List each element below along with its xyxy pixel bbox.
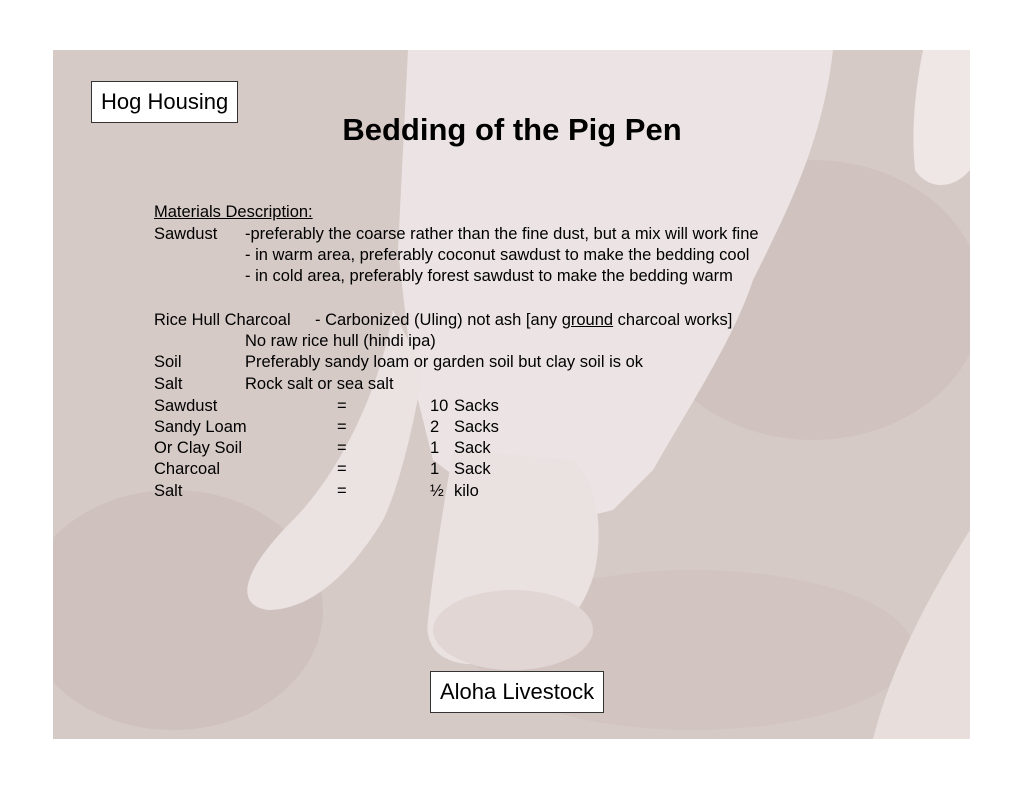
background-photo <box>53 50 970 739</box>
mix-equals: = <box>337 439 347 457</box>
mix-unit: Sacks <box>454 397 499 415</box>
rice-hull-desc <box>315 312 732 329</box>
sawdust-desc-line-1: -preferably the coarse rather than the fine dust, but a mix will work fine <box>245 225 759 243</box>
pig-legs-in-dirt-illustration <box>53 50 970 739</box>
sawdust-desc-line-2: - in warm area, preferably coconut sawdust to make the bedding cool <box>245 246 750 264</box>
mix-unit: Sack <box>454 460 491 478</box>
mix-item: Charcoal <box>154 460 221 478</box>
soil-label: Soil <box>154 353 182 371</box>
mix-qty: 10 <box>430 397 449 415</box>
mix-item: Sawdust <box>154 397 218 415</box>
materials-heading: Materials Description: <box>154 203 313 221</box>
footer-label: Aloha Livestock <box>430 671 604 713</box>
rice-hull-desc-line-2: No raw rice hull (hindi ipa) <box>245 332 436 350</box>
sawdust-desc-line-3: - in cold area, preferably forest sawdust to make the bedding warm <box>245 267 733 285</box>
mix-equals: = <box>337 482 347 500</box>
mix-item: Or Clay Soil <box>154 439 243 457</box>
rice-hull-desc-after: charcoal works] <box>613 311 733 329</box>
rice-hull-desc-before: - Carbonized (Uling) not ash [any <box>315 311 562 329</box>
mix-unit: kilo <box>454 482 479 500</box>
mix-equals: = <box>337 418 347 436</box>
page-title: Bedding of the Pig Pen <box>342 112 682 147</box>
section-tag-label: Hog Housing <box>91 81 238 123</box>
mix-equals: = <box>337 460 347 478</box>
mix-unit: Sacks <box>454 418 499 436</box>
rice-hull-desc-underlined: ground <box>561 311 614 329</box>
sawdust-label: Sawdust <box>154 225 218 243</box>
mix-item: Sandy Loam <box>154 418 247 436</box>
salt-desc: Rock salt or sea salt <box>245 375 394 393</box>
salt-label: Salt <box>154 375 183 393</box>
mix-equals: = <box>337 397 347 415</box>
mix-qty: 2 <box>430 418 440 436</box>
mix-qty: 1 <box>430 439 440 457</box>
soil-desc: Preferably sandy loam or garden soil but clay soil is ok <box>245 353 644 371</box>
mix-unit: Sack <box>454 439 491 457</box>
mix-qty: ½ <box>430 482 444 500</box>
mix-qty: 1 <box>430 460 440 478</box>
rice-hull-label: Rice Hull Charcoal <box>154 311 291 329</box>
mix-item: Salt <box>154 482 183 500</box>
